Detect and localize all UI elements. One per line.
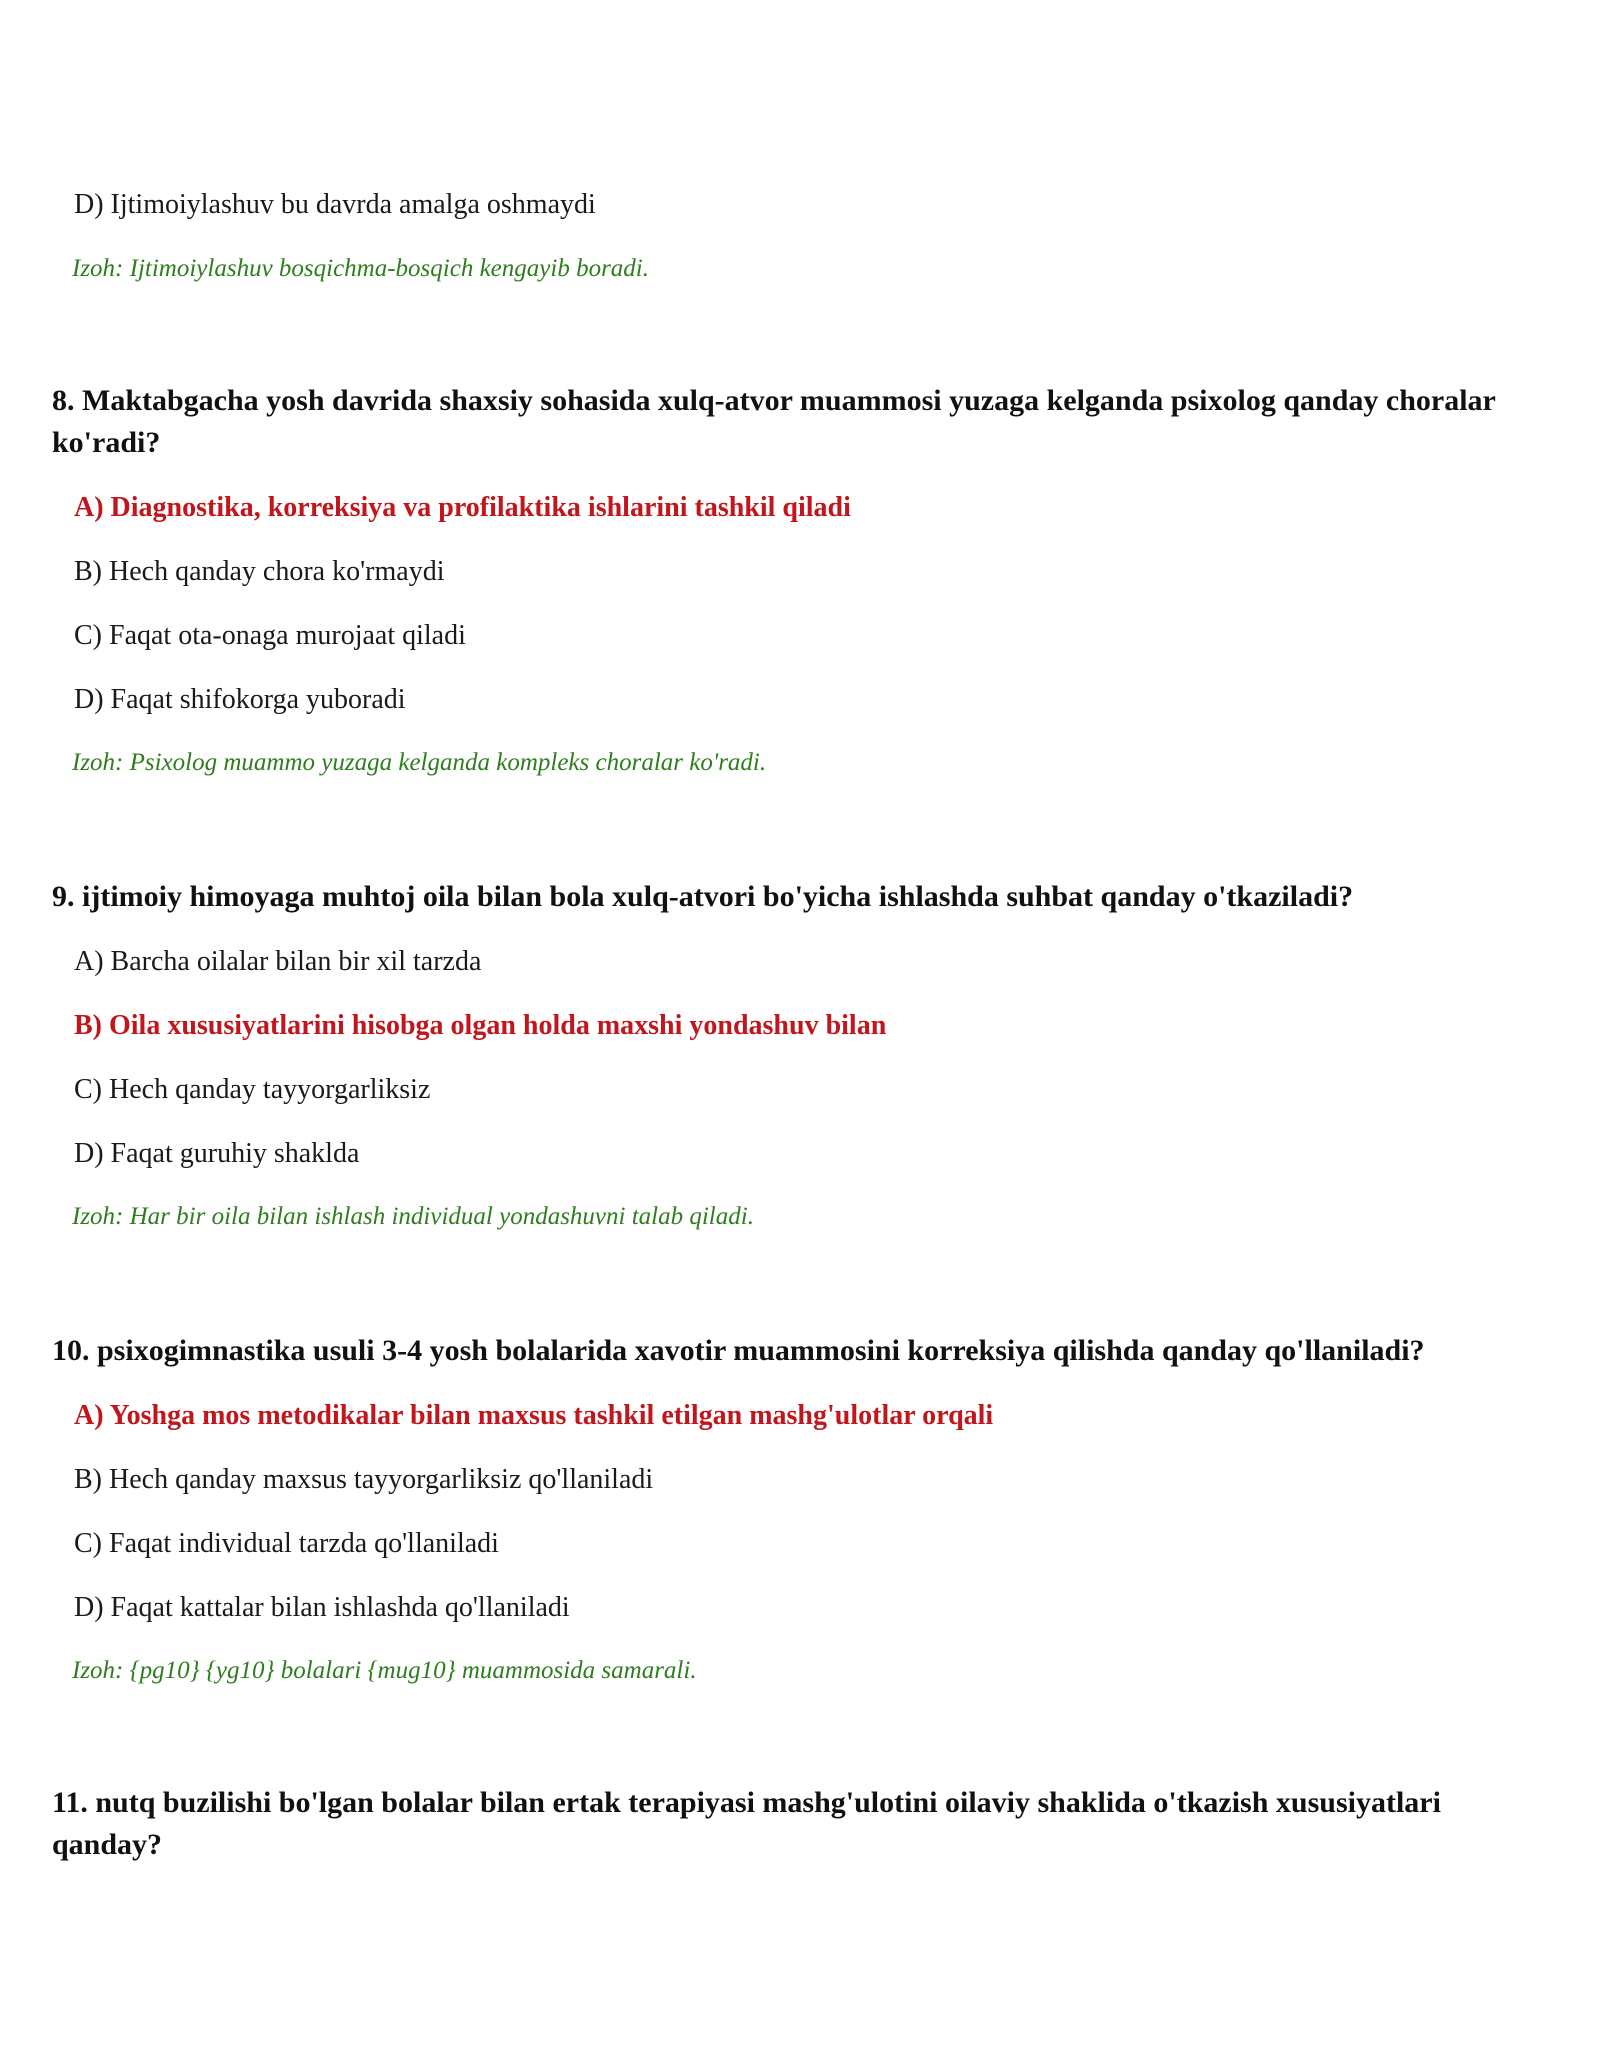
q10-note: Izoh: {pg10} {yg10} bolalari {mug10} muammosida samarali.	[72, 1657, 697, 1684]
q8-question: 8. Maktabgacha yosh davrida shaxsiy sohasida xulq-atvor muammosi yuzaga kelganda psixolog qanday choralar ko'radi?	[52, 384, 1496, 459]
q10-option-d: D) Faqat kattalar bilan ishlashda qo'llaniladi	[74, 1592, 570, 1623]
q9-option-b: B) Oila xususiyatlarini hisobga olgan holda maxshi yondashuv bilan	[74, 1010, 887, 1041]
q8-option-d: D) Faqat shifokorga yuboradi	[74, 684, 406, 715]
q9-question: 9. ijtimoiy himoyaga muhtoj oila bilan bola xulq-atvori bo'yicha ishlashda suhbat qanday o'tkaziladi?	[52, 880, 1354, 913]
q10-option-a: A) Yoshga mos metodikalar bilan maxsus tashkil etilgan mashg'ulotlar orqali	[74, 1400, 994, 1431]
q9-option-d: D) Faqat guruhiy shaklda	[74, 1138, 360, 1169]
q7-note: Izoh: Ijtimoiylashuv bosqichma-bosqich kengayib boradi.	[72, 255, 649, 282]
q7-option-d: D) Ijtimoiylashuv bu davrda amalga oshmaydi	[74, 189, 596, 220]
q10-question: 10. psixogimnastika usuli 3-4 yosh bolalarida xavotir muammosini korreksiya qilishda qanday qo'llaniladi?	[52, 1334, 1425, 1367]
q10-option-b: B) Hech qanday maxsus tayyorgarliksiz qo'llaniladi	[74, 1464, 654, 1495]
q9-option-c: C) Hech qanday tayyorgarliksiz	[74, 1074, 431, 1105]
q8-option-b: B) Hech qanday chora ko'rmaydi	[74, 556, 445, 587]
q8-note: Izoh: Psixolog muammo yuzaga kelganda kompleks choralar ko'radi.	[72, 749, 767, 776]
q10-option-c: C) Faqat individual tarzda qo'llaniladi	[74, 1528, 499, 1559]
q9-note: Izoh: Har bir oila bilan ishlash individual yondashuvni talab qiladi.	[72, 1203, 754, 1230]
q8-option-c: C) Faqat ota-onaga murojaat qiladi	[74, 620, 466, 651]
q9-option-a: A) Barcha oilalar bilan bir xil tarzda	[74, 946, 482, 977]
q8-option-a: A) Diagnostika, korreksiya va profilaktika ishlarini tashkil qiladi	[74, 492, 851, 523]
q11-question: 11. nutq buzilishi bo'lgan bolalar bilan ertak terapiyasi mashg'ulotini oilaviy shaklida o'tkazish xususiyatlari qanday?	[52, 1786, 1441, 1861]
